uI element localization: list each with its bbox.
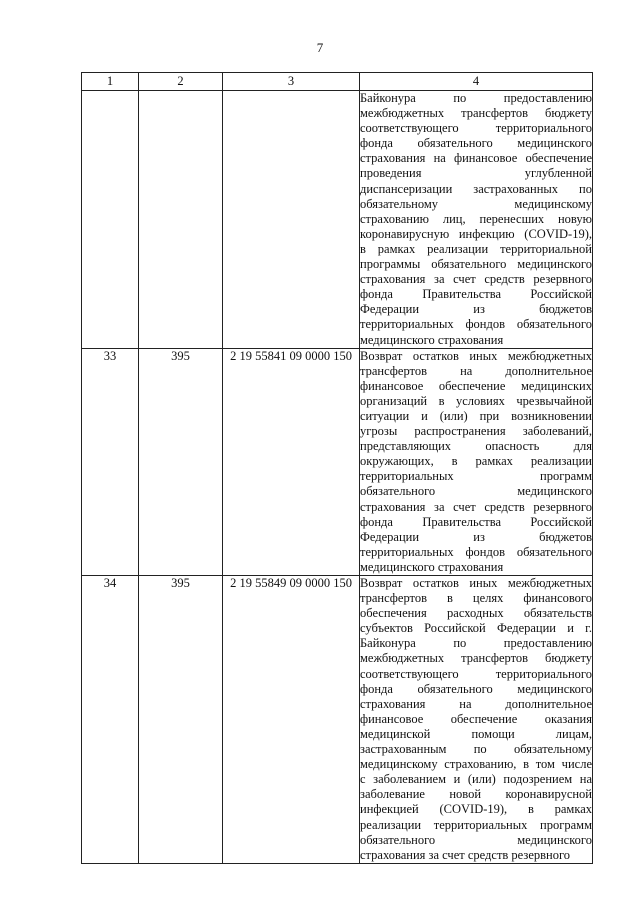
- description-line: субъектов Российской Федерации и г.: [360, 621, 592, 636]
- description-line: коронавирусную инфекцию (COVID-19),: [360, 226, 592, 241]
- budget-classification-code: [223, 91, 360, 349]
- description-line: фонда Правительства Российской: [360, 514, 592, 529]
- page-number: 7: [316, 40, 324, 55]
- header-row: [82, 73, 593, 91]
- description-line: соответствующего территориального: [360, 666, 592, 681]
- header-col-2: 2: [139, 73, 223, 91]
- description-line: страхования за счет средств резервного: [360, 847, 571, 862]
- description-line: трансфертов на дополнительное: [360, 363, 592, 378]
- description-line: окружающих, в рамках реализации: [360, 454, 592, 469]
- description-line: Федерации из бюджетов: [360, 529, 592, 544]
- description-line: заболевание новой коронавирусной: [360, 787, 592, 802]
- description-line: фонда обязательного медицинского: [360, 136, 592, 151]
- description-line: угрозы распространения заболеваний,: [360, 424, 592, 439]
- row-number: [82, 91, 139, 349]
- description-line: диспансеризации застрахованных по: [360, 181, 592, 196]
- description-line: Федерации из бюджетов: [360, 302, 592, 317]
- admin-code: 395: [139, 576, 223, 864]
- admin-code: 395: [139, 348, 223, 575]
- income-description: [360, 91, 593, 349]
- admin-code: [139, 91, 223, 349]
- description-line: межбюджетных трансфертов бюджету: [360, 106, 592, 121]
- description-line: обязательного медицинского: [360, 832, 592, 847]
- description-line: страхования на финансовое обеспечение: [360, 151, 592, 166]
- income-description: [360, 576, 593, 864]
- description-line: финансовое обеспечение оказания: [360, 711, 592, 726]
- description-line: представляющих опасность для: [360, 439, 592, 454]
- description-line: обязательному медицинскому: [360, 196, 592, 211]
- description-line: ситуации и (или) при возникновении: [360, 408, 592, 423]
- description-line: страхованию лиц, перенесших новую: [360, 211, 592, 226]
- description-line: медицинского страхования: [360, 559, 504, 574]
- description-line: территориальных фондов обязательного: [360, 544, 592, 559]
- description-line: территориальных фондов обязательного: [360, 317, 592, 332]
- description-line: страхования на дополнительное: [360, 696, 592, 711]
- budget-codes-table: [81, 72, 593, 864]
- row-number: 33: [82, 348, 139, 575]
- description-line: проведения углубленной: [360, 166, 592, 181]
- table-row: [82, 348, 593, 575]
- description-line: обязательного медицинского: [360, 484, 592, 499]
- description-line: медицинской помощи лицам,: [360, 726, 592, 741]
- description-line: страхования за счет средств резервного: [360, 272, 592, 287]
- description-line: территориальных программ: [360, 469, 592, 484]
- description-line: обеспечения расходных обязательств: [360, 606, 592, 621]
- table-row: [82, 91, 593, 349]
- description-line: в рамках реализации территориальной: [360, 241, 592, 256]
- budget-classification-code: 2 19 55849 09 0000 150: [223, 576, 360, 864]
- description-line: фонда Правительства Российской: [360, 287, 592, 302]
- description-line: инфекцией (COVID-19), в рамках: [360, 802, 592, 817]
- description-line: финансовое обеспечение медицинских: [360, 378, 592, 393]
- income-description: [360, 348, 593, 575]
- description-line: страхования за счет средств резервного: [360, 499, 592, 514]
- budget-classification-code: 2 19 55841 09 0000 150: [223, 348, 360, 575]
- description-line: организаций в условиях чрезвычайной: [360, 393, 592, 408]
- description-line: реализации территориальных программ: [360, 817, 592, 832]
- header-col-1: 1: [82, 73, 139, 91]
- header-col-3: 3: [223, 73, 360, 91]
- description-line: Байконура по предоставлению: [360, 91, 592, 105]
- description-line: Байконура по предоставлению: [360, 636, 592, 651]
- description-line: медицинского страхования: [360, 332, 504, 347]
- description-line: застрахованным по обязательному: [360, 742, 592, 757]
- description-line: соответствующего территориального: [360, 121, 592, 136]
- description-line: медицинскому страхованию, в том числе: [360, 757, 592, 772]
- row-number: 34: [82, 576, 139, 864]
- table-row: [82, 576, 593, 864]
- description-line: с заболеванием и (или) подозрением на: [360, 772, 592, 787]
- description-line: Возврат остатков иных межбюджетных: [360, 576, 592, 590]
- description-line: фонда обязательного медицинского: [360, 681, 592, 696]
- description-line: трансфертов в целях финансового: [360, 591, 592, 606]
- description-line: Возврат остатков иных межбюджетных: [360, 348, 592, 363]
- description-line: межбюджетных трансфертов бюджету: [360, 651, 592, 666]
- header-col-4: 4: [360, 73, 593, 91]
- description-line: программы обязательного медицинского: [360, 257, 592, 272]
